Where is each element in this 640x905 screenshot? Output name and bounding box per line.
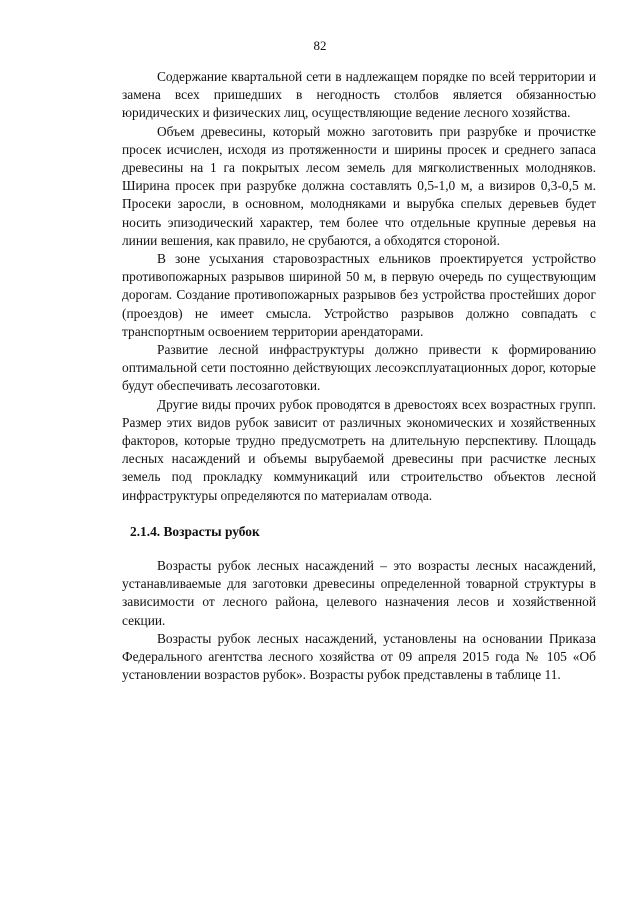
paragraph: В зоне усыхания старовозрастных ельников проектируется устройство противопожарных разрывов шириной 50 м, в первую очередь по существующим дорогам. Создание противопожарных разрывов без устройства простейших дорог (проездов) не имеет смысла. Устройство разрывов должно совпадать с транспортным освоением территории арендаторами. xyxy=(122,251,596,339)
paragraph: Возрасты рубок лесных насаждений, установлены на основании Приказа Федерального агентства лесного хозяйства от 09 апреля 2015 года № 105 «Об установлении возрастов рубок». Возрасты рубок представлены в таблице 11. xyxy=(122,630,596,683)
paragraph: Содержание квартальной сети в надлежащем порядке по всей территории и замена всех пришедших в негодность столбов является обязанностью юридических и физических лиц, осуществляющие ведение лесного хозяйства. xyxy=(122,69,596,121)
page-number: 82 xyxy=(313,38,327,53)
document-body xyxy=(122,68,596,685)
section-heading: 2.1.4. Возрасты рубок xyxy=(130,523,260,539)
paragraph: Возрасты рубок лесных насаждений – это возрасты лесных насаждений, устанавливаемые для заготовки древесины определенной товарной структуры в зависимости от лесного района, целевого назначения лесов и хозяйственной секции. xyxy=(122,558,596,628)
paragraph: Другие виды прочих рубок проводятся в древостоях всех возрастных групп. Размер этих видов рубок зависит от различных экономических и хозяйственных факторов, которые трудно предусмотреть на длительную перспективу. Площадь лесных насаждений и объемы вырубаемой древесины при расчистке лесных земель под прокладку коммуникаций или строительство объектов лесной инфраструктуры определяются по материалам отвода. xyxy=(122,396,596,503)
paragraph: Развитие лесной инфраструктуры должно привести к формированию оптимальной сети постоянно действующих лесоэксплуатационных дорог, которые будут обеспечивать лесозаготовки. xyxy=(122,342,596,394)
paragraph: Объем древесины, который можно заготовить при разрубке и прочистке просек исчислен, исходя из протяженности и ширины просек и среднего запаса древесины на 1 га покрытых лесом земель для мягколиственных молодняков. Ширина просек при разрубке должна составлять 0,5-1,0 м, а визиров 0,3-0,5 м. Просеки заросли, в основном, молодняками и вырубка спелых деревьев будет носить эпизодический характер, тем более что отдельные крупные деревья на линии вешения, как правило, не срубаются, а обходятся стороной. xyxy=(122,123,596,248)
